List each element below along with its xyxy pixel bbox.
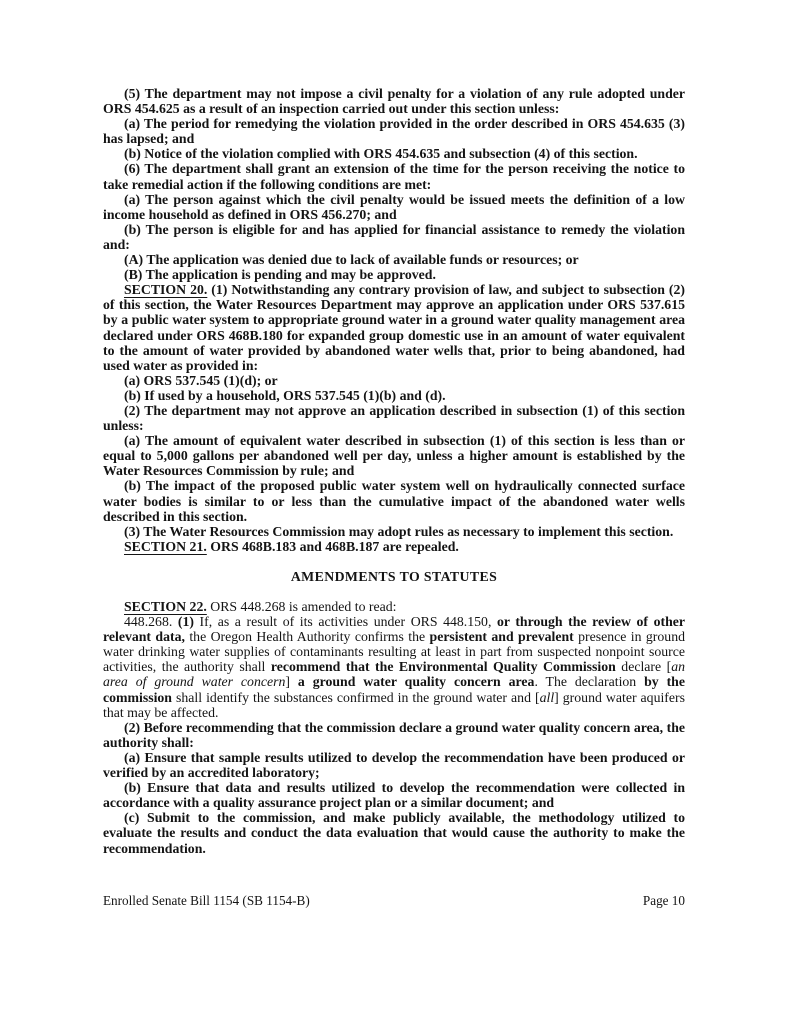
text-run: declare [ — [615, 659, 672, 675]
text-run: (a) Ensure that sample results utilized to develop the recommendation have been produced or verified by an accredited laboratory; — [103, 749, 685, 781]
text-run: (2) Before recommending that the commission declare a ground water quality concern area, the authority shall: — [103, 719, 685, 750]
text-run: (b) Ensure that data and results utilized to develop the recommendation were collected in accordance with a quality assurance project plan or a similar document; and — [103, 780, 685, 811]
text-run: SECTION 21. — [124, 538, 207, 554]
text-run: persistent and prevalent — [429, 629, 574, 645]
paragraph — [103, 720, 685, 750]
paragraph — [103, 810, 685, 855]
text-run: a ground water quality concern area — [297, 674, 535, 690]
paragraph — [103, 750, 685, 780]
paragraph — [103, 267, 685, 282]
footer-bill-title: Enrolled Senate Bill 1154 (SB 1154-B) — [103, 893, 310, 908]
paragraph — [103, 116, 685, 146]
text-run: or through the review of other relevant data, — [103, 614, 685, 645]
text-run: (2) The department may not approve an application described in subsection (1) of this section unless: — [103, 402, 685, 434]
text-run: (3) The Water Resources Commission may adopt rules as necessary to implement this section. — [124, 523, 674, 539]
paragraph — [103, 146, 685, 161]
paragraph — [103, 403, 685, 433]
text-run: the Oregon Health Authority confirms the — [184, 629, 430, 645]
text-run: . The declaration — [534, 674, 645, 690]
text-run: If, as a result of its activities under ORS 448.150, — [193, 614, 497, 630]
text-run: (b) Notice of the violation complied with ORS 454.635 and subsection (4) of this section. — [124, 146, 638, 162]
paragraph — [103, 282, 685, 373]
text-run: (A) The application was denied due to lack of available funds or resources; or — [124, 252, 579, 268]
paragraph — [103, 599, 685, 614]
text-run: ORS 468B.183 and 468B.187 are repealed. — [206, 538, 459, 554]
text-run: (5) The department may not impose a civil penalty for a violation of any rule adopted under ORS 454.625 as a result of an inspection carried out under this section unless: — [103, 86, 685, 117]
text-run: (1) Notwithstanding any contrary provision of law, and subject to subsection (2) of this section, the Water Resources Department may approve an application under ORS 537.615 by a public water system to appropriate ground water in a ground water quality management area declared under ORS 468B.180 for expanded group domestic use in an amount of water equivalent to the amount of water provided by abandoned water wells that, prior to being abandoned, had used water as provided in: — [103, 282, 685, 373]
statutes-heading: AMENDMENTS TO STATUTES — [290, 568, 498, 584]
paragraph — [103, 252, 685, 267]
text-run: an area of ground water concern — [103, 659, 685, 690]
text-run: SECTION 22. — [124, 599, 207, 614]
text-run: (6) The department shall grant an extension of the time for the person receiving the notice to take remedial action if the following conditions are met: — [103, 161, 685, 192]
footer-page-number: Page 10 — [642, 893, 685, 908]
text-run: ORS 448.268 is amended to read: — [206, 599, 397, 614]
paragraph — [103, 388, 685, 403]
text-run: presence in ground water drinking water supplies of contaminants resulting at least in part from suspected nonpoint source activities, the authority shall — [103, 629, 685, 675]
paragraph — [103, 433, 685, 478]
text-run: (b) If used by a household, ORS 537.545 (1)(b) and (d). — [124, 387, 446, 403]
text-run: SECTION 20. — [124, 282, 208, 298]
paragraph — [103, 192, 685, 222]
paragraph — [103, 524, 685, 539]
text-run: by the commission — [103, 674, 685, 705]
text-run: (a) The period for remedying the violation provided in the order described in ORS 454.635 (3) has lapsed; and — [103, 116, 685, 147]
text-run: ] — [285, 674, 298, 690]
page-footer — [103, 893, 685, 908]
text-run: shall identify the substances confirmed in the ground water and [ — [172, 689, 540, 705]
paragraph — [103, 373, 685, 388]
text-run: recommend that the Environmental Quality Commission — [270, 659, 616, 675]
text-run: (c) Submit to the commission, and make publicly available, the methodology utilized to evaluate the results and conduct the data evaluation that would cause the authority to make the recommendation. — [103, 810, 685, 856]
text-run: (B) The application is pending and may be approved. — [124, 267, 436, 283]
text-run: (b) The impact of the proposed public water system well on hydraulically connected surface water bodies is similar to or less than the cumulative impact of the abandoned water wells described in this section. — [103, 478, 685, 524]
paragraph — [103, 780, 685, 810]
paragraph — [103, 539, 685, 554]
text-run: (a) The person against which the civil penalty would be issued meets the definition of a low income household as defined in ORS 456.270; and — [103, 191, 685, 222]
document-body — [103, 86, 685, 856]
paragraph — [103, 86, 685, 116]
text-run: (b) The person is eligible for and has applied for financial assistance to remedy the violation and: — [103, 221, 685, 252]
text-run: all — [539, 689, 555, 705]
text-run: (a) ORS 537.545 (1)(d); or — [124, 372, 278, 388]
text-run: ] ground water aquifers that may be affected. — [103, 689, 685, 720]
paragraph — [103, 614, 685, 720]
text-run: (a) The amount of equivalent water described in subsection (1) of this section is less than or equal to 5,000 gallons per abandoned well per day, unless a higher amount is established by the Water Resources Commission by rule; and — [103, 433, 685, 479]
paragraph — [103, 222, 685, 252]
paragraph — [103, 478, 685, 523]
text-run: 448.268. — [124, 614, 178, 630]
paragraph — [103, 161, 685, 191]
text-run: (1) — [177, 614, 194, 630]
